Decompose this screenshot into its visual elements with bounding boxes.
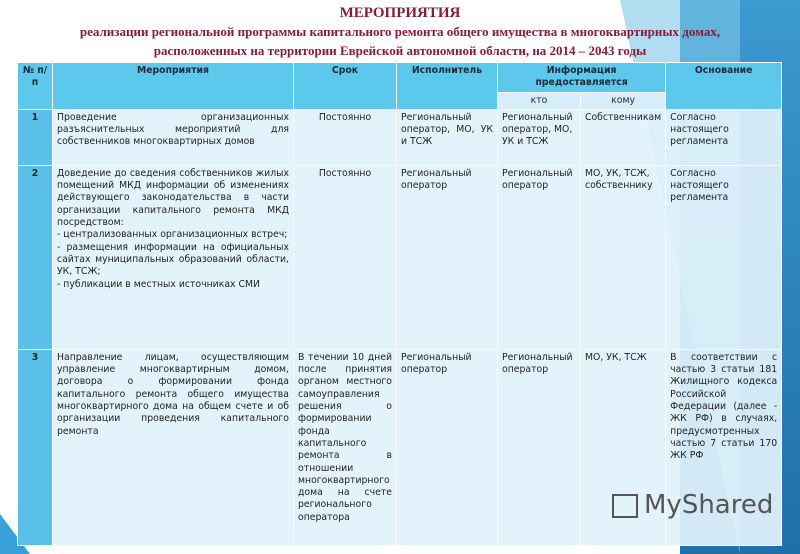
events-table bbox=[17, 62, 782, 546]
page-subtitle-1: реализации региональной программы капитального ремонта общего имущества в многоквартирных домах, bbox=[79, 24, 721, 39]
header-who: кто bbox=[498, 92, 581, 109]
row-who: Региональный оператор, МО, УК и ТСЖ bbox=[498, 109, 581, 165]
row-who: Региональный оператор bbox=[498, 165, 581, 349]
row-num: 1 bbox=[18, 109, 53, 165]
row-event-item: - централизованных организационных встреч; bbox=[57, 229, 288, 241]
watermark-text: MyShared bbox=[644, 490, 774, 520]
row-to-whom: МО, УК, ТСЖ, собственнику bbox=[581, 165, 666, 349]
watermark bbox=[612, 490, 773, 520]
table-row bbox=[18, 165, 782, 349]
table-row bbox=[18, 109, 782, 165]
row-num: 2 bbox=[18, 165, 53, 349]
row-event-text: Доведение до сведения собственников жилых помещений МКД информации об изменениях действующего законодательства в части организации капитального ремонта МКД посредством: bbox=[57, 167, 289, 229]
header-executor: Исполнитель bbox=[397, 63, 498, 110]
row-event-item: - публикации в местных источниках СМИ bbox=[57, 278, 260, 290]
row-to-whom: Собственникам bbox=[581, 109, 666, 165]
header-to-whom: кому bbox=[581, 92, 666, 109]
header-basis: Основание bbox=[666, 63, 782, 110]
row-event-item: - размещения информации на официальных сайтах муниципальных образований области, УК, ТСЖ; bbox=[57, 241, 289, 278]
row-event: Направление лицам, осуществляющим управление многоквартирным домом, договора о формировании фонда капитального ремонта общего имущества многоквартирного дома на общем счете и об организации проведения капитального ремонта bbox=[53, 349, 294, 545]
row-who: Региональный оператор bbox=[498, 349, 581, 545]
row-event: Проведение организационных разъяснительных мероприятий для собственников многоквартирных домов bbox=[53, 109, 294, 165]
header-info: Информация предоставляется bbox=[498, 63, 666, 93]
page-subtitle-2: расположенных на территории Еврейской автономной области, на 2014 – 2043 годы bbox=[153, 43, 647, 58]
presentation-chart-icon bbox=[612, 494, 638, 518]
row-to-whom: МО, УК, ТСЖ bbox=[581, 349, 666, 545]
row-term: Постоянно bbox=[294, 109, 397, 165]
row-term: Постоянно bbox=[294, 165, 397, 349]
header-num: № п/п bbox=[18, 63, 53, 110]
row-num: 3 bbox=[18, 349, 53, 545]
page-title: МЕРОПРИЯТИЯ bbox=[339, 5, 461, 21]
row-executor: Региональный оператор bbox=[397, 165, 498, 349]
row-executor: Региональный оператор bbox=[397, 349, 498, 545]
row-basis: Согласно настоящего регламента bbox=[666, 109, 782, 165]
row-event bbox=[53, 165, 294, 349]
row-basis: В соответствии с частью 3 статьи 181 Жилищного кодекса Российской Федерации (далее - ЖК РФ) в случаях, предусмотренных частью 7 статьи 170 ЖК РФ bbox=[666, 349, 782, 545]
header-term: Срок bbox=[294, 63, 397, 110]
row-basis: Согласно настоящего регламента bbox=[666, 165, 782, 349]
header-event: Мероприятия bbox=[53, 63, 294, 110]
row-executor: Региональный оператор, МО, УК и ТСЖ bbox=[397, 109, 498, 165]
row-term: В течении 10 дней после принятия органом местного самоуправления решения о формировании фонда капитального ремонта в отношении многоквартирного дома на счете регионального оператора bbox=[294, 349, 397, 545]
